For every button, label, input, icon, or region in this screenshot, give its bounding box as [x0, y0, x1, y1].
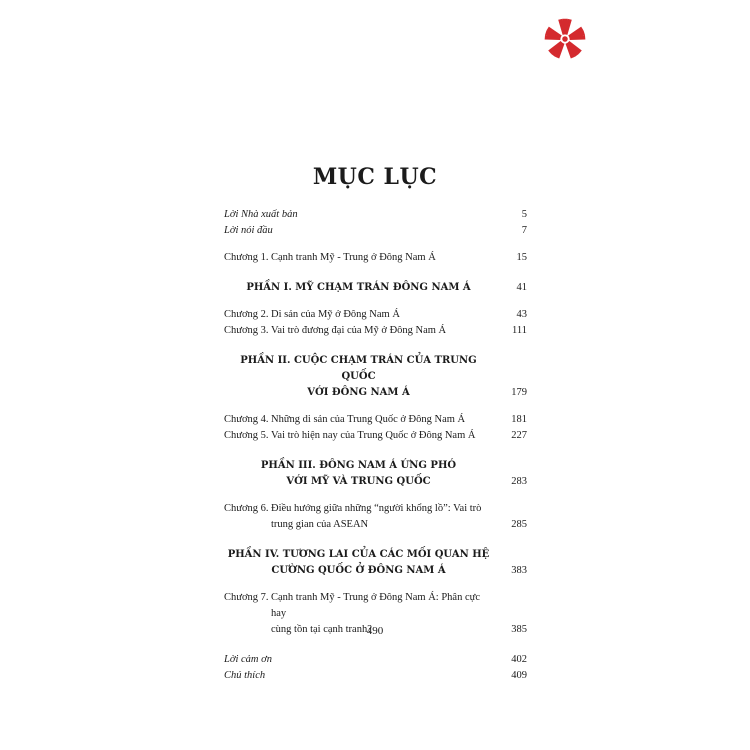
entry-page: 43 — [516, 309, 527, 320]
entry-title: Lời nói đầu — [224, 225, 273, 236]
toc-part-3[interactable] — [224, 458, 527, 490]
part-heading: VỚI ĐÔNG NAM Á — [307, 387, 410, 398]
chapter-title: Vai trò đương đại của Mỹ ở Đông Nam Á — [271, 325, 447, 336]
toc-entry-chapter-5[interactable] — [224, 428, 527, 444]
chapter-title: Cạnh tranh Mỹ - Trung ở Đông Nam Á — [271, 252, 436, 263]
toc-entry-chapter-6[interactable] — [224, 501, 527, 533]
chapter-label: Chương 6. — [224, 503, 269, 514]
entry-page: 179 — [511, 387, 527, 398]
entry-title: Lời Nhà xuất bản — [224, 209, 298, 220]
entry-page: 283 — [511, 476, 527, 487]
chapter-label: Chương 3. — [224, 325, 269, 336]
entry-page: 227 — [511, 430, 527, 441]
chapter-title: Những di sản của Trung Quốc ở Đông Nam Á — [271, 414, 466, 425]
entry-title: Chú thích — [224, 670, 266, 681]
star-flower-logo-icon — [542, 16, 588, 62]
entry-title: Lời cảm ơn — [224, 654, 272, 665]
entry-page: 181 — [511, 414, 527, 425]
entry-page: 111 — [512, 325, 527, 336]
toc-entry-foreword[interactable] — [224, 223, 527, 239]
chapter-label: Chương 5. — [224, 430, 269, 441]
part-heading: PHẦN II. CUỘC CHẠM TRÁN CỦA TRUNG QUỐC — [240, 355, 477, 382]
toc-title: MỤC LỤC — [312, 164, 438, 190]
toc-part-1[interactable] — [224, 280, 527, 296]
chapter-title: Cạnh tranh Mỹ - Trung ở Đông Nam Á: Phân cực hay — [271, 592, 480, 619]
toc-part-4[interactable] — [224, 547, 527, 579]
toc-entry-chapter-2[interactable] — [224, 307, 527, 323]
part-heading: PHẦN I. MỸ CHẠM TRÁN ĐÔNG NAM Á — [246, 282, 471, 293]
chapter-title: Di sản của Mỹ ở Đông Nam Á — [271, 309, 400, 320]
part-heading: CƯỜNG QUỐC Ở ĐÔNG NAM Á — [271, 565, 446, 576]
toc-entry-notes[interactable] — [224, 668, 527, 684]
entry-page: 402 — [511, 654, 527, 665]
page-number: 490 — [366, 625, 384, 637]
toc-part-2[interactable] — [224, 353, 527, 401]
toc-entry-chapter-3[interactable] — [224, 323, 527, 339]
entry-page: 5 — [521, 209, 527, 220]
entry-page: 409 — [511, 670, 527, 681]
toc-entry-chapter-1[interactable] — [224, 250, 527, 266]
chapter-label: Chương 1. — [224, 252, 269, 263]
chapter-label: Chương 7. — [224, 592, 269, 603]
entry-page: 41 — [516, 282, 527, 293]
entry-page: 15 — [516, 252, 527, 263]
chapter-label: Chương 2. — [224, 309, 269, 320]
toc-entry-chapter-4[interactable] — [224, 412, 527, 428]
chapter-label: Chương 4. — [224, 414, 269, 425]
entry-page: 285 — [511, 519, 527, 530]
chapter-title-cont: trung gian của ASEAN — [271, 519, 369, 530]
entry-page: 385 — [511, 624, 527, 635]
part-heading: PHẦN IV. TƯƠNG LAI CỦA CÁC MỐI QUAN HỆ — [227, 549, 490, 560]
chapter-title: Điều hướng giữa những “người khổng lồ”: Vai trò — [271, 503, 482, 514]
part-heading: VỚI MỸ VÀ TRUNG QUỐC — [286, 476, 431, 487]
toc-entry-publisher-note[interactable] — [224, 207, 527, 223]
entry-page: 383 — [511, 565, 527, 576]
entry-page: 7 — [521, 225, 527, 236]
chapter-title: Vai trò hiện nay của Trung Quốc ở Đông Nam Á — [271, 430, 476, 441]
chapter-title-cont: cùng tồn tại cạnh tranh? — [271, 624, 372, 635]
toc-entry-acknowledgements[interactable] — [224, 652, 527, 668]
part-heading: PHẦN III. ĐÔNG NAM Á ỨNG PHÓ — [260, 460, 457, 471]
table-of-contents — [224, 207, 527, 684]
